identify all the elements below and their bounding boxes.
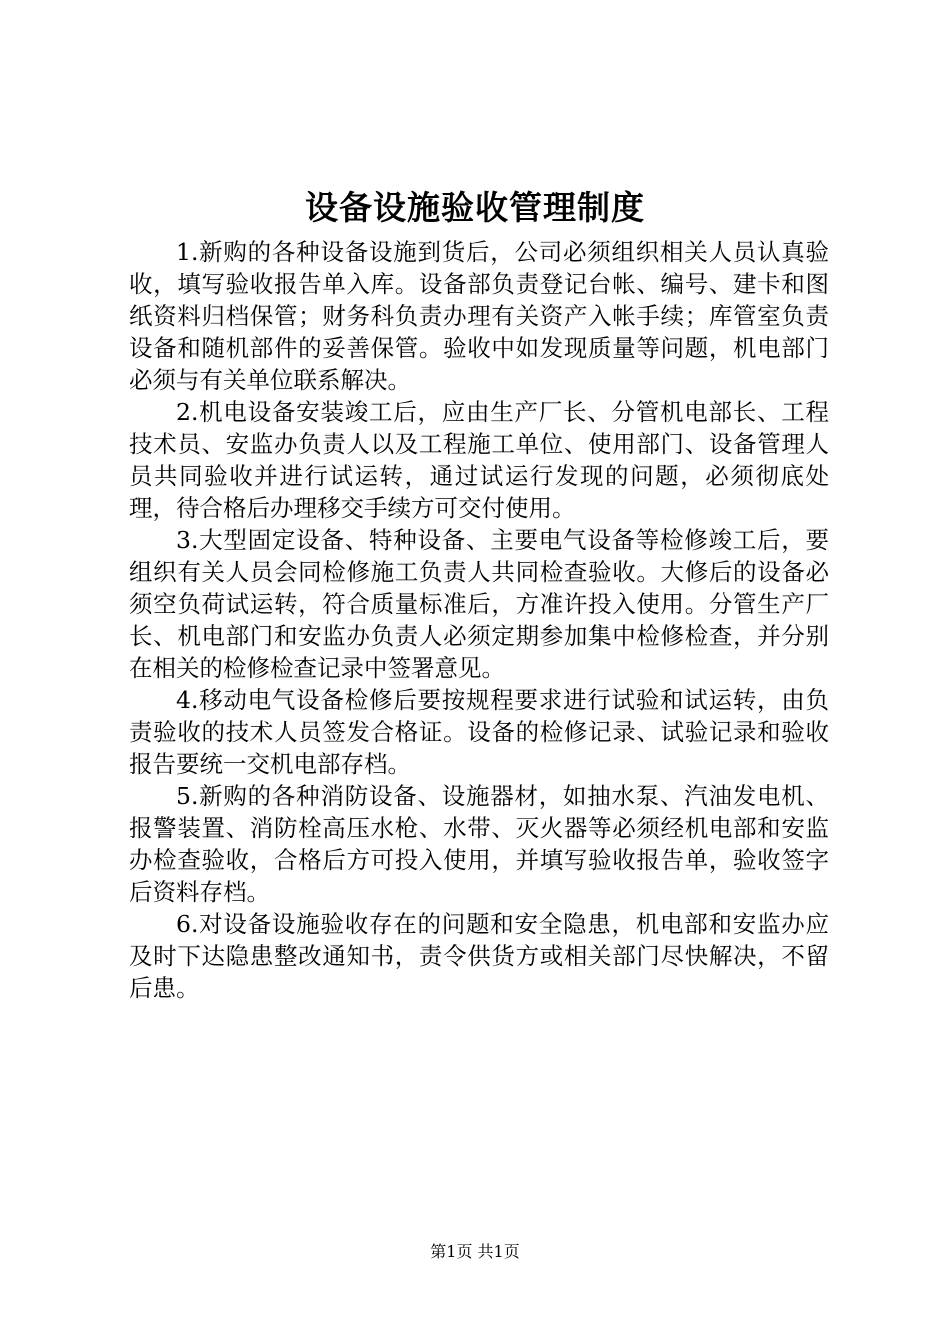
paragraph-4: 4.移动电气设备检修后要按规程要求进行试验和试运转，由负责验收的技术人员签发合格证。设备的检修记录、试验记录和验收报告要统一交机电部存档。 [129, 686, 829, 778]
page-number-footer: 第1页 共1页 [430, 1242, 520, 1261]
paragraph-1: 1.新购的各种设备设施到货后，公司必须组织相关人员认真验收，填写验收报告单入库。设备部负责登记台帐、编号、建卡和图纸资料归档保管；财务科负责办理有关资产入帐手续；库管室负责设备和随机部件的妥善保管。验收中如发现质量等问题，机电部门必须与有关单位联系解决。 [129, 238, 829, 394]
paragraph-3: 3.大型固定设备、特种设备、主要电气设备等检修竣工后，要组织有关人员会同检修施工负责人共同检查验收。大修后的设备必须空负荷试运转，符合质量标准后，方准许投入使用。分管生产厂长、机电部门和安监办负责人必须定期参加集中检修检查，并分别在相关的检修检查记录中签署意见。 [129, 526, 829, 682]
document-title: 设备设施验收管理制度 [305, 188, 645, 227]
paragraph-2: 2.机电设备安装竣工后，应由生产厂长、分管机电部长、工程技术员、安监办负责人以及工程施工单位、使用部门、设备管理人员共同验收并进行试运转，通过试运行发现的问题，必须彻底处理，待合格后办理移交手续方可交付使用。 [129, 398, 829, 522]
paragraph-6: 6.对设备设施验收存在的问题和安全隐患，机电部和安监办应及时下达隐患整改通知书，责令供货方或相关部门尽快解决，不留后患。 [129, 910, 829, 1002]
paragraph-5: 5.新购的各种消防设备、设施器材，如抽水泵、汽油发电机、报警装置、消防栓高压水枪、水带、灭火器等必须经机电部和安监办检查验收，合格后方可投入使用，并填写验收报告单，验收签字后资料存档。 [129, 782, 829, 906]
document-body [129, 236, 829, 1004]
